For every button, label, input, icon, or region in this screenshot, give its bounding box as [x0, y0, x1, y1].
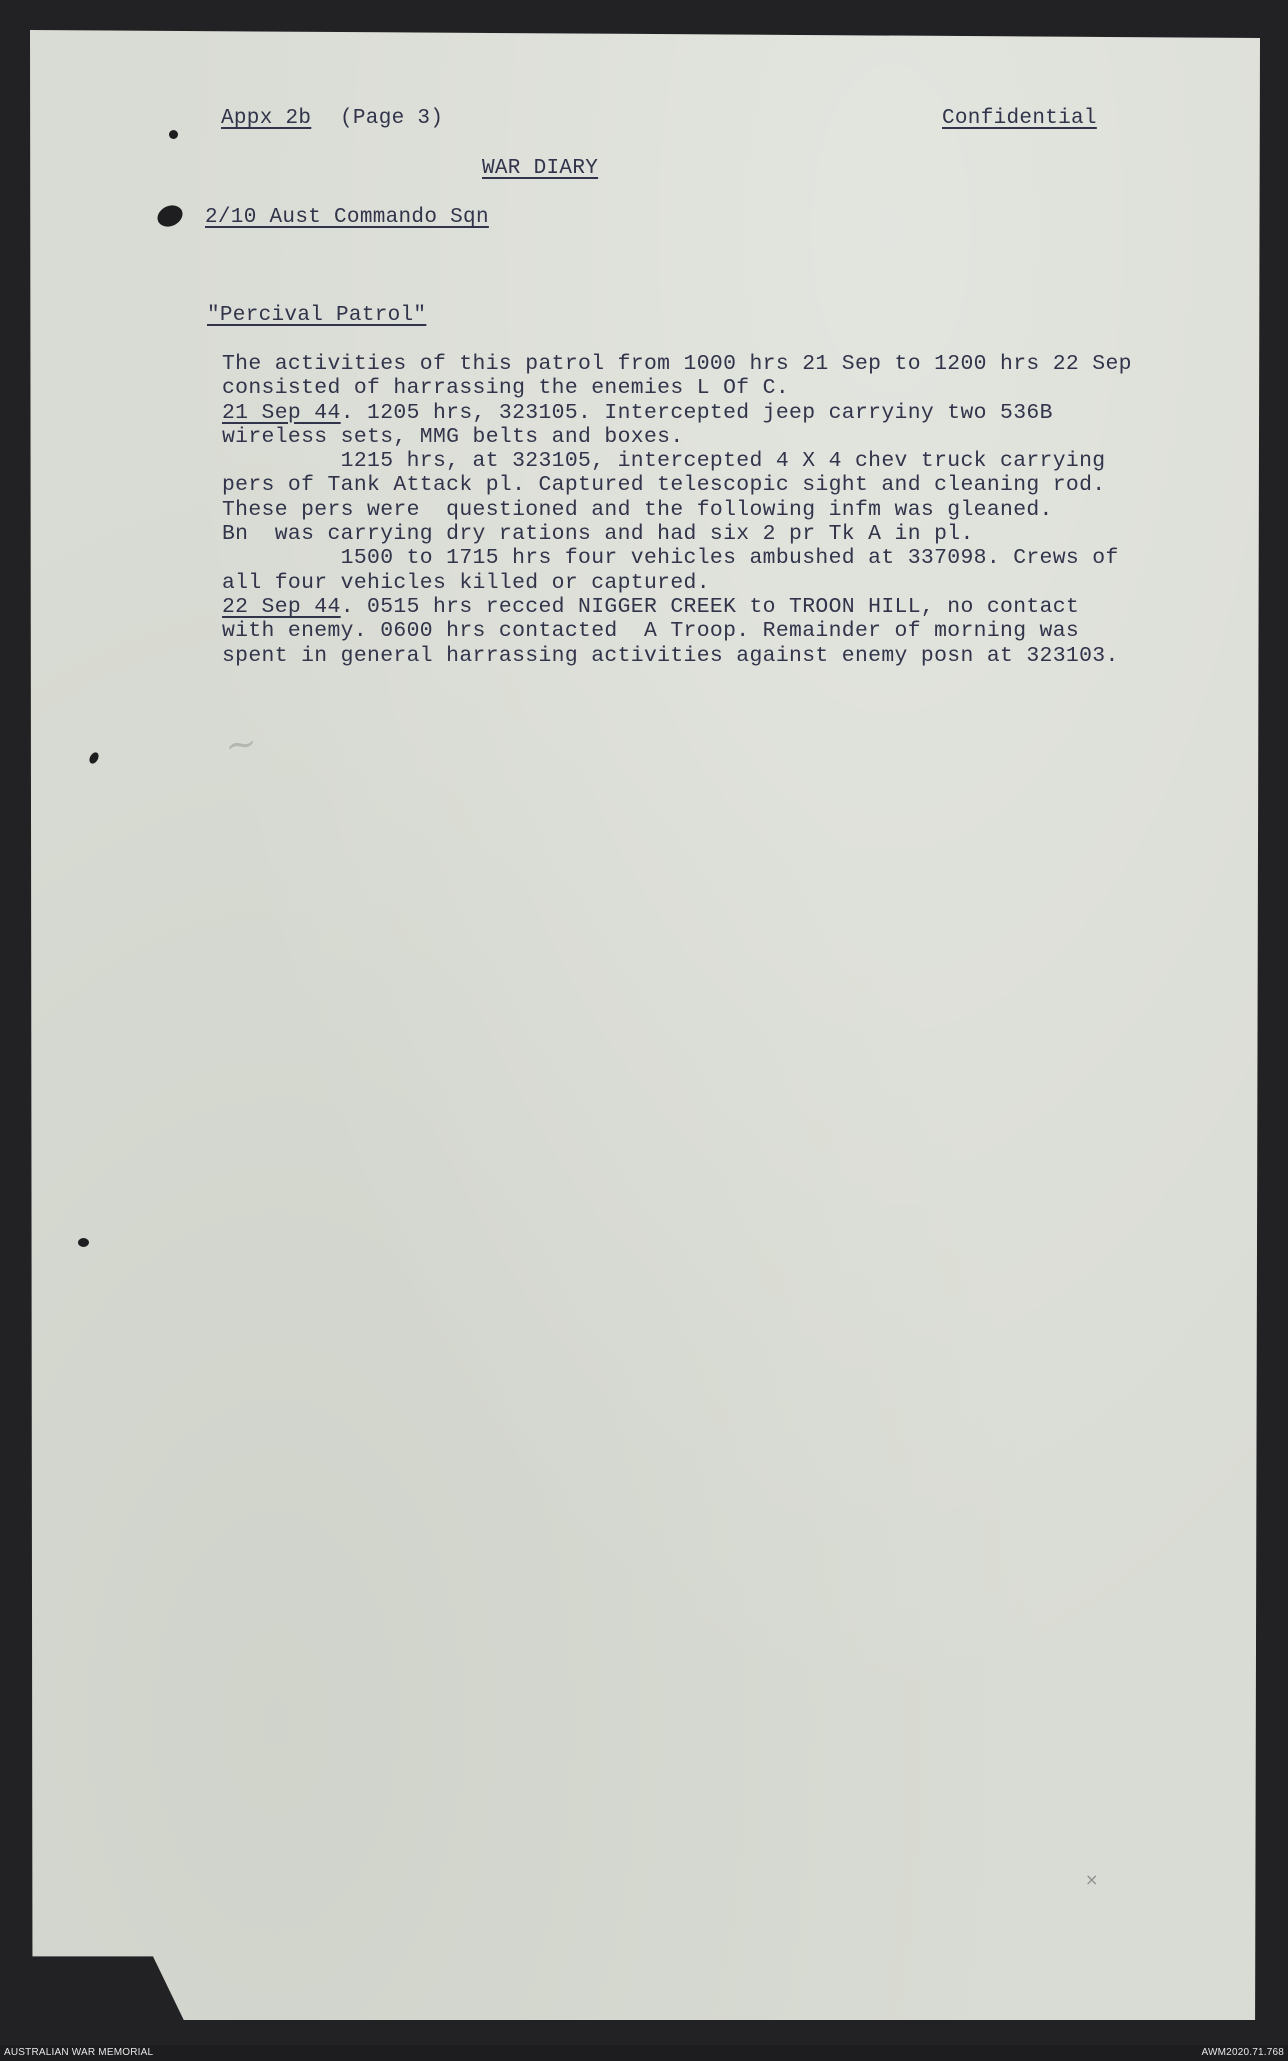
body-line: all four vehicles killed or captured.: [222, 570, 710, 595]
entry-date: 21 Sep 44: [222, 400, 341, 425]
body-line: Bn was carrying dry rations and had six 2 pr Tk A in pl.: [222, 522, 974, 547]
body-line: [222, 595, 1262, 619]
body-line: pers of Tank Attack pl. Captured telescopic sight and cleaning rod.: [222, 473, 1106, 498]
page-number: (Page 3): [340, 107, 444, 130]
footer-accession: AWM2020.71.768: [1201, 2047, 1284, 2058]
footer-source: AUSTRALIAN WAR MEMORIAL: [4, 2047, 154, 2058]
pencil-annotation-icon: ~: [222, 719, 260, 769]
classification-label: Confidential: [942, 107, 1097, 130]
entry-text: . 1205 hrs, 323105. Intercepted jeep carryiny two 536B: [340, 400, 1053, 425]
body-line: wireless sets, MMG belts and boxes.: [222, 424, 684, 449]
entry-date: 22 Sep 44: [222, 594, 341, 619]
section-heading: "Percival Patrol": [207, 304, 427, 327]
body-line: The activities of this patrol from 1000 hrs 21 Sep to 1200 hrs 22 Sep: [222, 352, 1132, 376]
diary-body: [222, 352, 1262, 668]
body-line: 1215 hrs, at 323105, intercepted 4 X 4 chev truck carrying: [222, 449, 1106, 474]
entry-text: . 0515 hrs recced NIGGER CREEK to TROON HILL, no contact: [340, 594, 1080, 619]
appendix-label: Appx 2b: [221, 107, 312, 130]
body-line: spent in general harrassing activities against enemy posn at 323103.: [222, 643, 1119, 668]
body-line: These pers were questioned and the following infm was gleaned.: [222, 497, 1053, 522]
tear-mark-icon: [169, 130, 178, 139]
body-line: 1500 to 1715 hrs four vehicles ambushed at 337098. Crews of: [222, 546, 1119, 571]
unit-name: 2/10 Aust Commando Sqn: [205, 206, 489, 229]
document-page: [30, 30, 1260, 2020]
body-line: with enemy. 0600 hrs contacted A Troop. Remainder of morning was: [222, 619, 1080, 644]
x-mark-icon: ×: [1085, 1870, 1099, 1889]
body-line: consisted of harrassing the enemies L Of C.: [222, 376, 790, 401]
document-title: WAR DIARY: [482, 157, 599, 180]
body-line: [222, 401, 1262, 425]
tear-mark-icon: [78, 1238, 89, 1247]
